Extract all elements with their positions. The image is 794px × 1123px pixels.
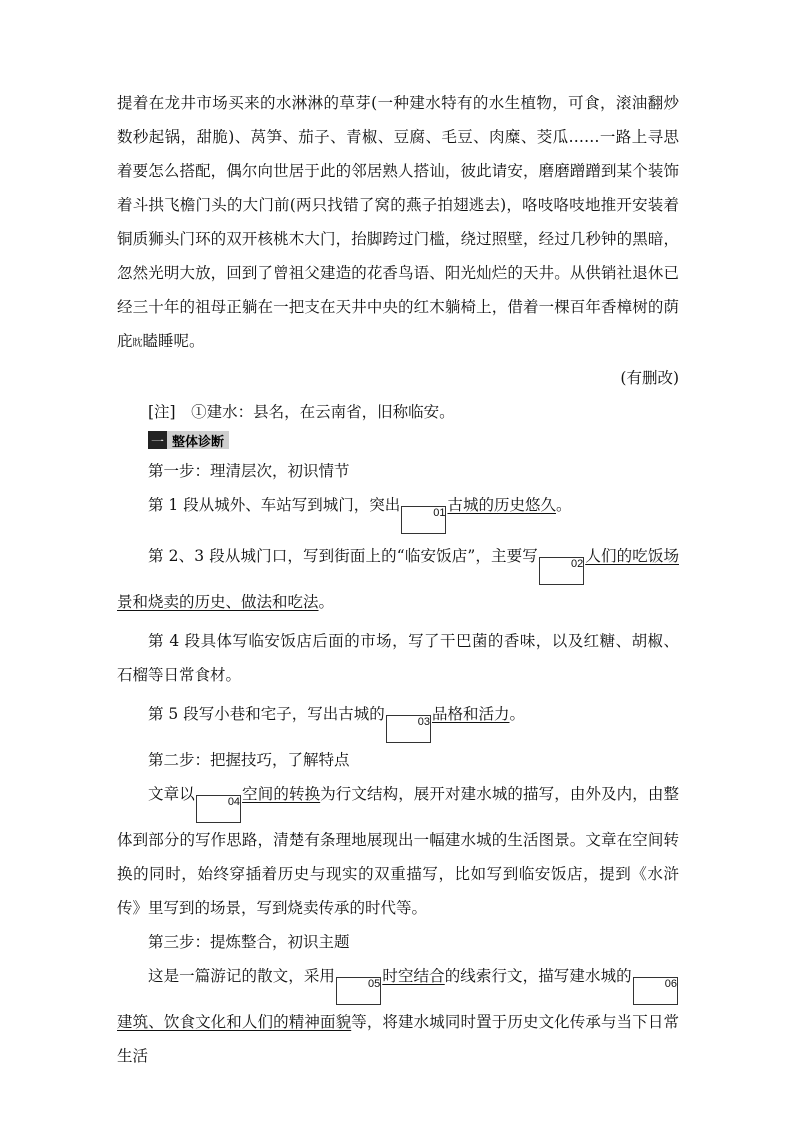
answer-box-04: 04: [196, 795, 241, 823]
intro-paragraph: [117, 86, 679, 361]
answer-box-02: 02: [539, 557, 584, 585]
step2-paragraph-1: 文章以 04 空间的转换为行文结构，展开对建水城的描写，由外及内，由整体到部分的写作思路，清楚有条理地展现出一幅建水城的生活图景。文章在空间转换的同时，始终穿插着历史与现实的双重描写，比如写到临安饭店，提到《水浒传》里写到的场景，写到烧卖传承的时代等。: [117, 784, 679, 917]
intro-small-char: 眈: [132, 338, 143, 349]
step3-paragraph-1: 这是一篇游记的散文，采用 05 时空结合的线索行文，描写建水城的 06建筑、饮食文化和人们的精神面貌等，将建水城同时置于历史文化传承与当下日常生活: [117, 966, 679, 1065]
step3-title: 第三步：提炼整合，初识主题: [148, 932, 350, 951]
answer-06: 建筑、饮食文化和人们的精神面貌: [117, 1012, 352, 1031]
intro-text-2: 瞌睡呢。: [142, 332, 205, 350]
answer-03: 品格和活力: [431, 704, 510, 723]
answer-05: 时空结合: [382, 966, 445, 985]
section-heading: [148, 431, 229, 449]
step1-paragraph-3: 第 4 段具体写临安饭店后面的市场，写了干巴菌的香味，以及红糖、胡椒、石榴等日常食材。: [117, 631, 679, 684]
answer-04: 空间的转换: [242, 784, 321, 803]
revision-note: (有删改): [620, 369, 679, 387]
step1-paragraph-4: 第 5 段写小巷和宅子，写出古城的 03 品格和活力。: [117, 697, 679, 743]
answer-01: 古城的历史悠久: [447, 495, 556, 514]
step1-title: 第一步：理清层次，初识情节: [148, 461, 350, 480]
step2-title: 第二步：把握技巧，了解特点: [148, 750, 350, 769]
answer-box-01: 01: [401, 506, 446, 534]
answer-box-03: 03: [386, 715, 431, 743]
document-page: [117, 86, 679, 1073]
section-label: 整体诊断: [167, 431, 229, 449]
answer-box-06: 06: [633, 977, 678, 1005]
answer-box-05: 05: [336, 977, 381, 1005]
step1-paragraph-2: 第 2、3 段从城门口，写到街面上的“临安饭店”，主要写 02 人们的吃饭场景和烧卖的历史、做法和吃法。: [117, 546, 679, 611]
intro-text-1: 提着在龙井市场买来的水淋淋的草芽(一种建水特有的水生植物，可食，滚油翻炒数秒起锅，甜脆)、莴笋、茄子、青椒、豆腐、毛豆、肉糜、茭瓜……一路上寻思着要怎么搭配，偶尔向世居于此的邻居熟人搭讪，彼此请安，磨磨蹭蹭到某个装饰着斗拱飞檐门头的大门前(两只找错了窝的燕子拍翅逃去)，咯吱咯吱地推开安装着铜质狮头门环的双开核桃木大门，抬脚跨过门槛，绕过照壁，经过几秒钟的黑暗，忽然光明大放，回到了曾祖父建造的花香鸟语、阳光灿烂的天井。从供销社退休已经三十年的祖母正躺在一把支在天井中央的红木躺椅上，借着一棵百年香樟树的荫庇: [117, 94, 679, 350]
footnote: [注] ①建水：县名，在云南省，旧称临安。: [148, 403, 455, 421]
step1-paragraph-1: 第 1 段从城外、车站写到城门，突出 01 古城的历史悠久。: [117, 488, 679, 534]
section-number: 一: [148, 431, 167, 449]
answer-02: 人们的吃饭场景和烧卖的历史、做法和吃法: [117, 546, 679, 611]
